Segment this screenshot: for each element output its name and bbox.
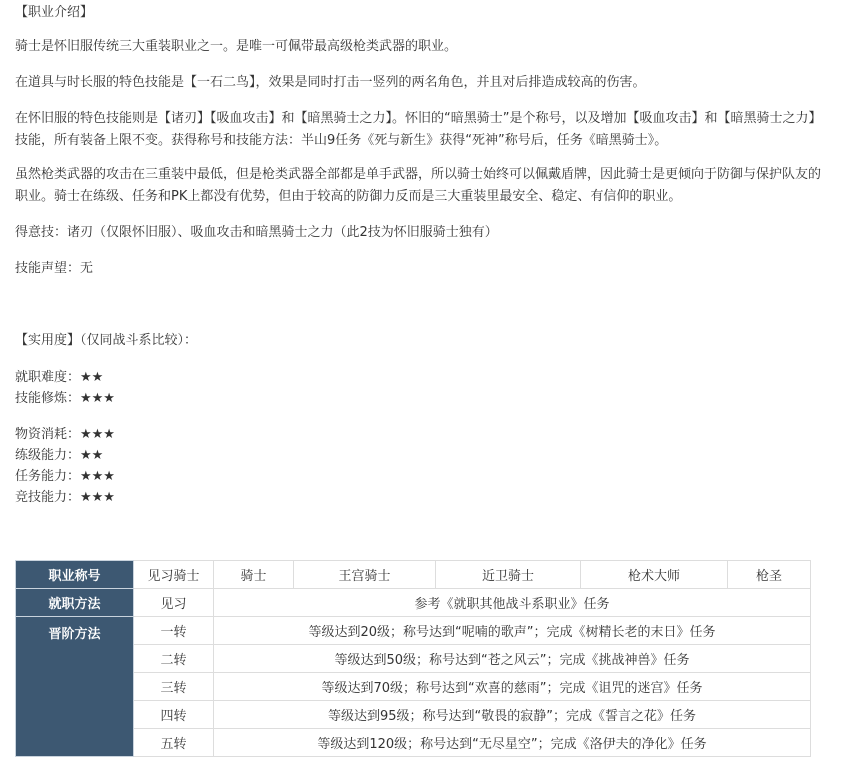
title-cell: 近卫骑士 (436, 561, 581, 589)
method-cell: 等级达到70级；称号达到“欢喜的慈雨”；完成《诅咒的迷宫》任务 (214, 673, 811, 701)
rating-item: 技能修炼：★★★ (15, 391, 115, 406)
rating-item: 任务能力：★★★ (15, 469, 115, 484)
rating-item: 物资消耗：★★★ (15, 427, 115, 442)
stage-cell: 四转 (134, 701, 214, 729)
stage-cell: 二转 (134, 645, 214, 673)
stage-cell: 三转 (134, 673, 214, 701)
stage-cell: 五转 (134, 729, 214, 757)
title-cell: 王宫骑士 (294, 561, 436, 589)
method-cell: 参考《就职其他战斗系职业》任务 (214, 589, 811, 617)
table-row (16, 701, 811, 729)
intro-heading: 【职业介绍】 (15, 5, 94, 20)
row-header: 晋阶方法 (16, 617, 134, 757)
rating-item: 练级能力：★★ (15, 448, 104, 463)
row-header: 职业称号 (16, 561, 134, 589)
method-cell: 等级达到95级；称号达到“敬畏的寂静”；完成《誓言之花》任务 (214, 701, 811, 729)
stage-cell: 见习 (134, 589, 214, 617)
title-cell: 见习骑士 (134, 561, 214, 589)
intro-paragraph: 在怀旧服的特色技能则是【诸刃】【吸血攻击】和【暗黑骑士之力】。怀旧的“暗黑骑士”是个称号，以及增加【吸血攻击】和【暗黑骑士之力】技能，所有装备上限不变。获得称号和技能方法：半山9任务《死与新生》获得“死神”称号后，任务《暗黑骑士》。 (15, 111, 822, 148)
signature-skills: 得意技：诸刃（仅限怀旧服）、吸血攻击和暗黑骑士之力（此2技为怀旧服骑士独有） (15, 225, 498, 240)
table-row (16, 561, 811, 589)
method-cell: 等级达到120级；称号达到“无尽星空”；完成《洛伊夫的净化》任务 (214, 729, 811, 757)
row-header: 就职方法 (16, 589, 134, 617)
intro-paragraph: 在道具与时长服的特色技能是【一石二鸟】，效果是同时打击一竖列的两名角色，并且对后排造成较高的伤害。 (15, 75, 646, 90)
table-row (16, 589, 811, 617)
method-cell: 等级达到20级；称号达到“呢喃的歌声”；完成《树精长老的末日》任务 (214, 617, 811, 645)
skill-reputation: 技能声望：无 (15, 261, 94, 276)
intro-paragraph: 虽然枪类武器的攻击在三重装中最低，但是枪类武器全部都是单手武器，所以骑士始终可以佩戴盾牌，因此骑士是更倾向于防御与保护队友的职业。骑士在练级、任务和PK上都没有优势，但由于较高的防御力反而是三大重装里最安全、稳定、有信仰的职业。 (15, 167, 822, 204)
rating-item: 就职难度：★★ (15, 370, 104, 385)
intro-paragraph: 骑士是怀旧服传统三大重装职业之一。是唯一可佩带最高级枪类武器的职业。 (15, 39, 458, 54)
method-cell: 等级达到50级；称号达到“苍之风云”；完成《挑战神兽》任务 (214, 645, 811, 673)
practical-heading: 【实用度】（仅同战斗系比较）： (15, 333, 198, 348)
table-row (16, 617, 811, 645)
table-row (16, 729, 811, 757)
rating-item: 竞技能力：★★★ (15, 490, 115, 505)
title-cell: 骑士 (214, 561, 294, 589)
job-table (15, 560, 811, 757)
table-row (16, 645, 811, 673)
stage-cell: 一转 (134, 617, 214, 645)
table-row (16, 673, 811, 701)
title-cell: 枪圣 (728, 561, 811, 589)
title-cell: 枪术大师 (581, 561, 728, 589)
